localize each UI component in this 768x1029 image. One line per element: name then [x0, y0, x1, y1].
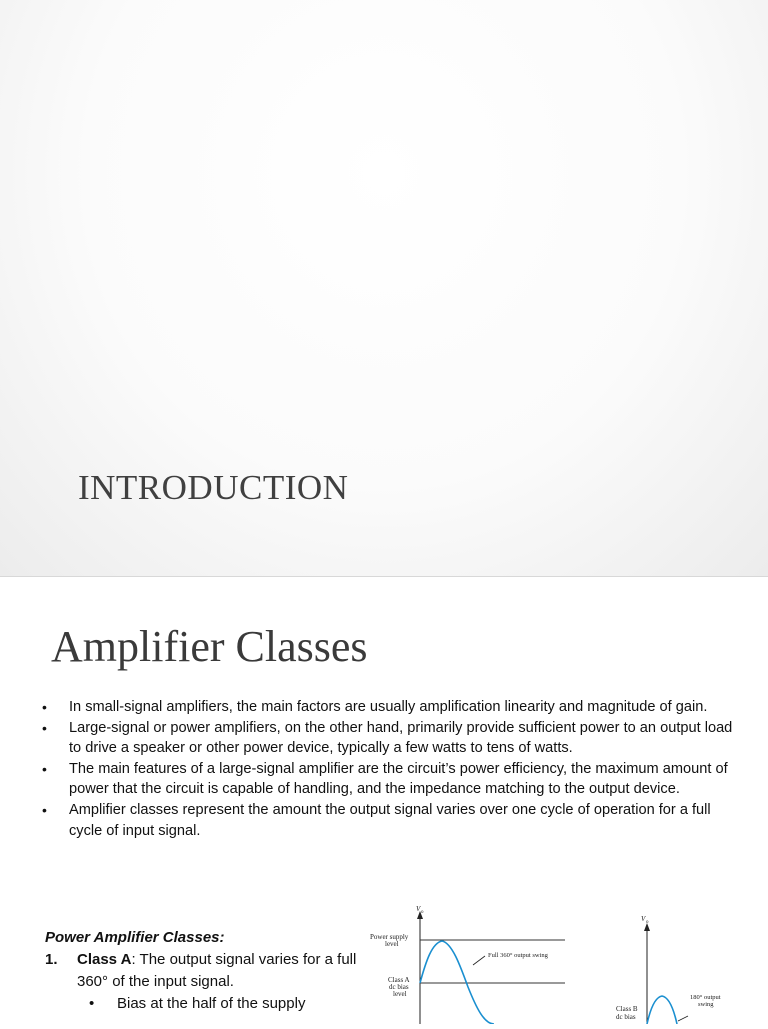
class-a-subitem	[45, 993, 375, 1015]
class-b-label: Class B	[616, 1005, 638, 1013]
bullet-text: Amplifier classes represent the amount the output signal varies over one cycle of operation for a full cycle of input signal.	[69, 801, 711, 839]
half-swing-pointer	[678, 1016, 688, 1021]
bullet-marker: •	[42, 801, 47, 818]
bullet-marker: •	[42, 760, 47, 777]
full-swing-pointer	[473, 956, 485, 965]
class-a-name: Class A	[77, 951, 132, 968]
left-axis-label: V	[416, 905, 421, 913]
bullet-text: In small-signal amplifiers, the main factors are usually amplification linearity and magnitude of gain.	[69, 699, 708, 715]
right-axis-label: V	[641, 915, 646, 923]
power-amplifier-heading: Power Amplifier Classes:	[45, 929, 225, 946]
bullet-item	[40, 759, 740, 800]
amplifier-class-waveform-figure	[360, 903, 768, 1024]
bullet-marker: •	[42, 719, 47, 736]
class-a-bias-text: Bias at the half of the supply	[117, 995, 306, 1012]
class-a-label-3: level	[393, 990, 407, 998]
right-axis-sub: o	[646, 920, 649, 925]
power-amplifier-section	[45, 927, 375, 1015]
left-axis-sub: o	[421, 910, 424, 915]
class-a-text: : The output signal varies for a full 360° of the input signal.	[77, 951, 357, 990]
class-b-label-2: dc bias	[616, 1013, 636, 1021]
amplifier-classes-slide	[0, 577, 768, 1024]
slide-title: Amplifier Classes	[51, 622, 368, 671]
bullet-list	[40, 697, 740, 841]
class-a-item	[45, 949, 375, 993]
bullet-marker: •	[42, 699, 47, 715]
bullet-text: Large-signal or power amplifiers, on the other hand, primarily provide sufficient power to an output load to drive a speaker or other power device, typically a few watts to tens of watts.	[69, 719, 733, 757]
full-swing-label: Full 360° output swing	[488, 952, 548, 959]
item-number: 1.	[45, 951, 58, 968]
intro-title: INTRODUCTION	[78, 468, 349, 507]
sub-bullet-marker: •	[89, 995, 95, 1012]
bullet-item	[40, 800, 740, 841]
bullet-item	[40, 718, 740, 759]
bullet-text: The main features of a large-signal amplifier are the circuit’s power efficiency, the maximum amount of power that the circuit is capable of handling, and the impedance matching to the output device.	[69, 760, 728, 798]
class-a-label: Class A	[388, 976, 410, 984]
power-supply-label-2: level	[385, 940, 399, 948]
half-swing-label: 180° output	[690, 994, 721, 1001]
class-b-waveform	[647, 996, 677, 1024]
waveform-diagram	[360, 903, 768, 1024]
power-supply-label: Power supply	[370, 933, 409, 941]
class-a-label-2: dc bias	[389, 983, 409, 991]
half-swing-label-2: swing	[698, 1001, 714, 1008]
bullet-item	[40, 697, 740, 718]
